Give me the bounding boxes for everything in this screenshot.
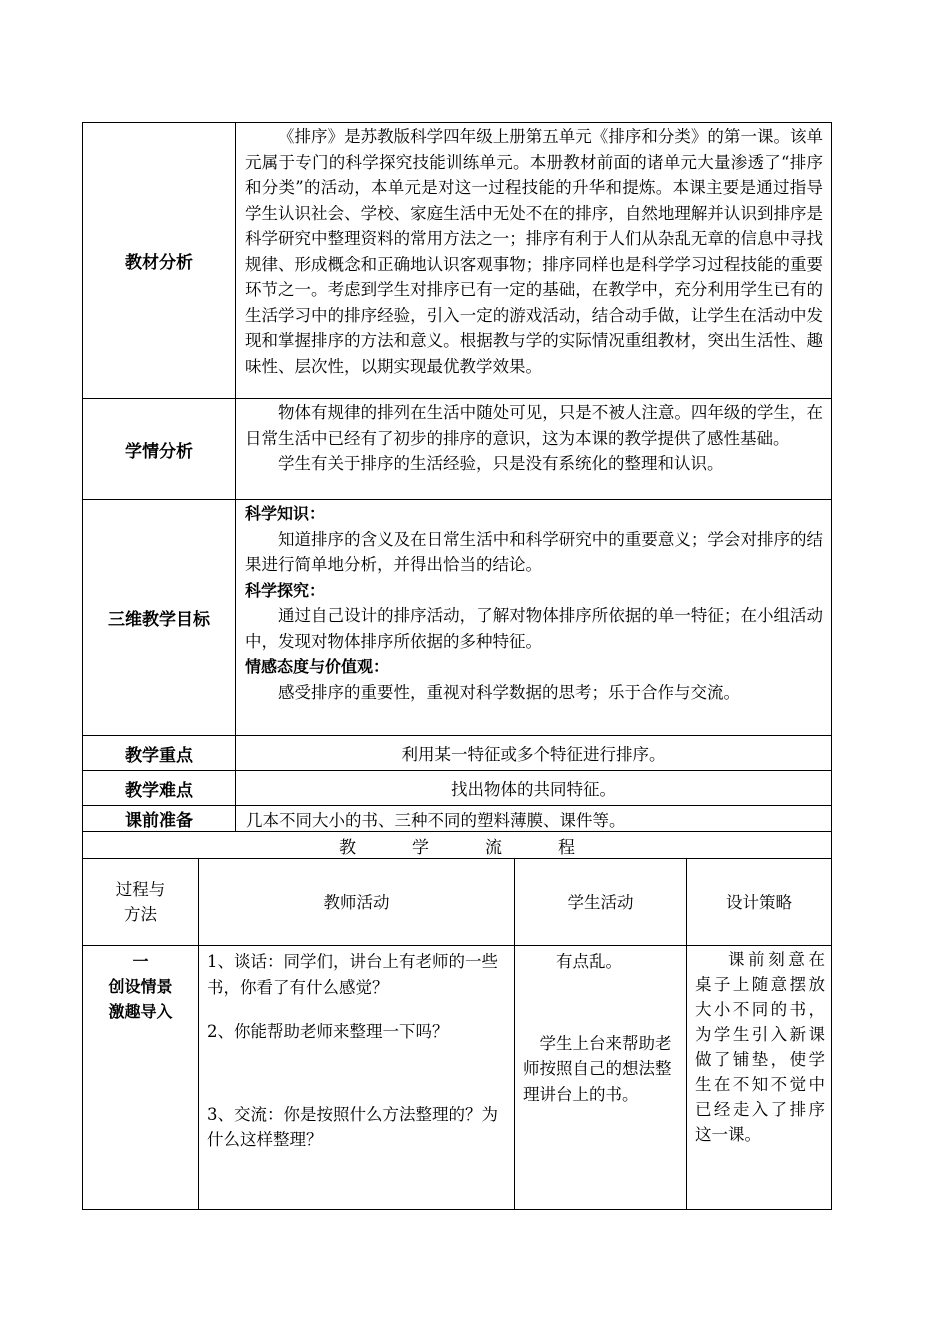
teaching-flow-table bbox=[82, 831, 832, 1210]
stage-1-number: 一 bbox=[132, 952, 149, 971]
header-student: 学生活动 bbox=[515, 859, 687, 946]
students-para-1: 物体有规律的排列在生活中随处可见，只是不被人注意。四年级的学生，在日常生活中已经有了初步的排序的意识，这为本课的教学提供了感性基础。 bbox=[245, 403, 823, 448]
materials-row bbox=[83, 123, 832, 399]
prep-label: 课前准备 bbox=[83, 806, 236, 832]
difficulty-label: 教学难点 bbox=[83, 771, 236, 806]
header-strategy: 设计策略 bbox=[687, 859, 832, 946]
goals-attitude-text: 感受排序的重要性，重视对科学数据的思考；乐于合作与交流。 bbox=[278, 682, 740, 702]
difficulty-row bbox=[83, 771, 832, 806]
flow-title-char: 学 bbox=[412, 837, 429, 858]
strategy-text: 课前刻意在桌子上随意摆放大小不同的书，为学生引入新课做了铺垫，使学生在不知不觉中已经走入了排序这一课。 bbox=[695, 950, 825, 1144]
goals-text-cell bbox=[236, 500, 832, 736]
materials-text-cell bbox=[236, 123, 832, 399]
students-text-cell bbox=[236, 399, 832, 500]
difficulty-text: 找出物体的共同特征。 bbox=[236, 771, 832, 806]
materials-text: 《排序》是苏教版科学四年级上册第五单元《排序和分类》的第一课。该单元属于专门的科学探究技能训练单元。本册教材前面的诸单元大量渗透了“排序和分类”的活动，本单元是对这一过程技能的升华和提炼。本课主要是通过指导学生认识社会、学校、家庭生活中无处不在的排序，自然地理解并认识到排序是科学研究中整理资料的常用方法之一；排序有利于人们从杂乱无章的信息中寻找规律、形成概念和正确地认识客观事物；排序同样也是科学学习过程技能的重要环节之一。考虑到学生对排序已有一定的基础，在教学中，充分利用学生已有的生活学习中的排序经验，引入一定的游戏活动，结合动手做，让学生在活动中发现和掌握排序的方法和意义。根据教与学的实际情况重组教材，突出生活性、趣味性、层次性，以期实现最优教学效果。 bbox=[245, 127, 823, 376]
header-teacher: 教师活动 bbox=[199, 859, 515, 946]
stage-1-name-line-1: 创设情景 bbox=[108, 977, 173, 996]
teacher-step-2: 2、你能帮助老师来整理一下吗？ bbox=[207, 1022, 449, 1041]
materials-label: 教材分析 bbox=[83, 123, 236, 399]
stage-1-label bbox=[83, 946, 199, 1210]
student-response-2: 学生上台来帮助老师按照自己的想法整理讲台上的书。 bbox=[523, 1033, 672, 1104]
student-response-1: 有点乱。 bbox=[556, 952, 622, 971]
goals-label: 三维教学目标 bbox=[83, 500, 236, 736]
flow-title-char: 教 bbox=[339, 837, 356, 858]
flow-title-char: 程 bbox=[558, 837, 575, 858]
header-method-line-2: 方法 bbox=[124, 905, 157, 924]
lesson-info-table bbox=[82, 122, 832, 832]
prep-row bbox=[83, 806, 832, 832]
flow-header-row bbox=[83, 859, 832, 946]
stage-1-student-activity bbox=[515, 946, 687, 1210]
goals-knowledge-heading: 科学知识： bbox=[245, 504, 326, 523]
stage-1-name-line-2: 激趣导入 bbox=[108, 1002, 173, 1021]
header-method-line-1: 过程与 bbox=[115, 880, 166, 899]
stage-1-strategy bbox=[687, 946, 832, 1210]
goals-row bbox=[83, 500, 832, 736]
header-method bbox=[83, 859, 199, 946]
students-row bbox=[83, 399, 832, 500]
students-para-2: 学生有关于排序的生活经验，只是没有系统化的整理和认识。 bbox=[278, 454, 724, 473]
stage-1-row bbox=[83, 946, 832, 1210]
key-row bbox=[83, 736, 832, 771]
teacher-step-3: 3、交流：你是按照什么方法整理的？为什么这样整理？ bbox=[207, 1104, 498, 1149]
flow-title-char: 流 bbox=[485, 837, 502, 858]
goals-inquiry-text: 通过自己设计的排序活动，了解对物体排序所依据的单一特征；在小组活动中，发现对物体排序所依据的多种特征。 bbox=[245, 606, 823, 651]
stage-1-teacher-activity bbox=[199, 946, 515, 1210]
teacher-step-1: 1、谈话：同学们，讲台上有老师的一些书，你看了有什么感觉？ bbox=[207, 952, 498, 997]
flow-title-row bbox=[83, 832, 832, 859]
goals-attitude-heading: 情感态度与价值观： bbox=[245, 657, 390, 676]
key-text: 利用某一特征或多个特征进行排序。 bbox=[236, 736, 832, 771]
goals-inquiry-heading: 科学探究： bbox=[245, 580, 326, 600]
flow-title bbox=[83, 832, 832, 859]
lesson-plan bbox=[82, 122, 831, 1210]
goals-knowledge-text: 知道排序的含义及在日常生活中和科学研究中的重要意义；学会对排序的结果进行简单地分析，并得出恰当的结论。 bbox=[245, 529, 823, 574]
prep-text: 几本不同大小的书、三种不同的塑料薄膜、课件等。 bbox=[236, 806, 832, 832]
key-label: 教学重点 bbox=[83, 736, 236, 771]
students-label: 学情分析 bbox=[83, 399, 236, 500]
